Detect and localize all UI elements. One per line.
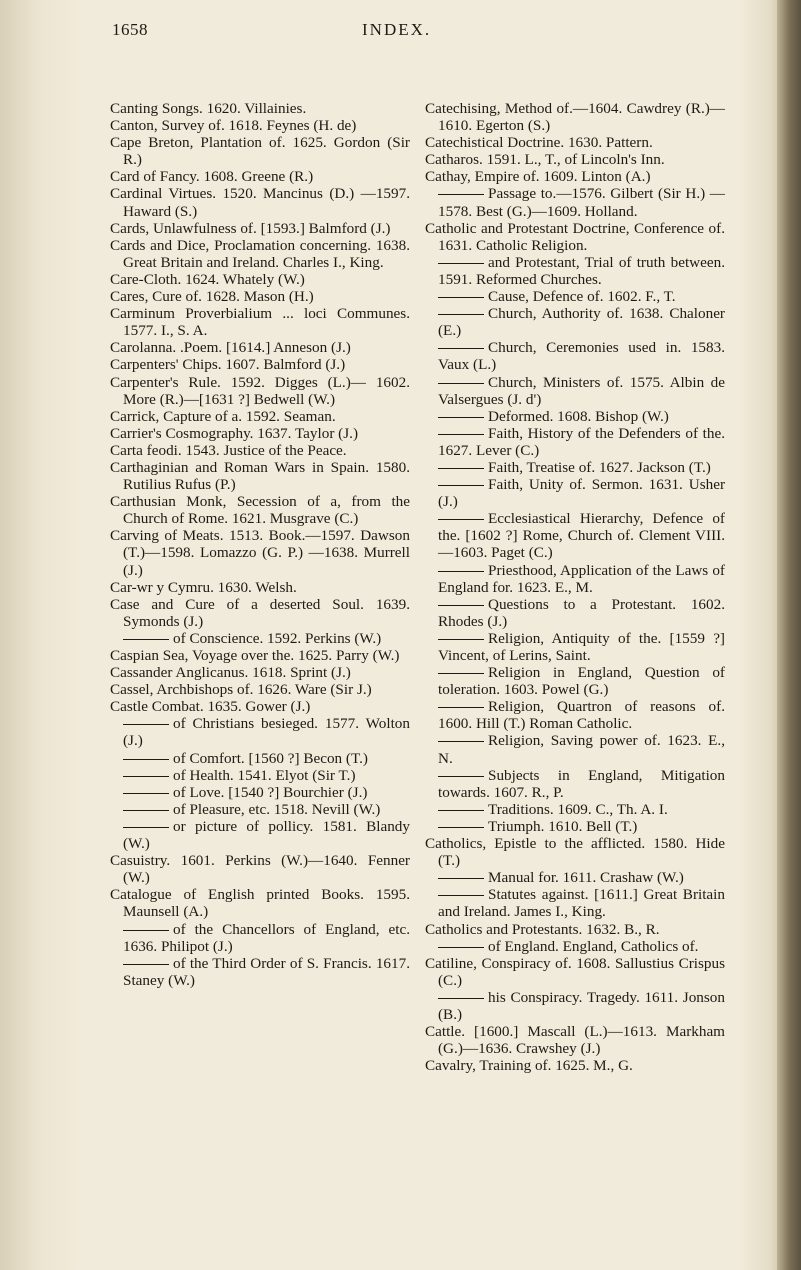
page-number: 1658	[112, 20, 148, 39]
page-header	[0, 10, 801, 40]
ditto-dash	[438, 878, 484, 879]
entry-text: Catalogue of English printed Books. 1595. Maunsell (A.)	[110, 886, 410, 921]
entry-text: of Love. [1540 ?] Bourchier (J.)	[173, 783, 368, 801]
ditto-dash	[123, 639, 169, 640]
entry-text: or picture of pollicy. 1581. Blandy (W.)	[123, 817, 410, 853]
ditto-dash	[438, 639, 484, 640]
index-entry	[110, 305, 410, 339]
entry-text: Caspian Sea, Voyage over the. 1625. Parry (W.)	[110, 647, 400, 664]
index-subentry	[425, 408, 725, 425]
index-subentry	[425, 664, 725, 698]
ditto-dash	[438, 348, 484, 349]
entry-text: Traditions. 1609. C., Th. A. I.	[488, 800, 668, 818]
entry-text: Manual for. 1611. Crashaw (W.)	[488, 869, 684, 887]
entry-text: Case and Cure of a deserted Soul. 1639. Symonds (J.)	[110, 595, 410, 630]
ditto-dash	[438, 776, 484, 777]
entry-text: Carrier's Cosmography. 1637. Taylor (J.)	[110, 424, 359, 442]
ditto-dash	[123, 810, 169, 811]
index-subentry	[425, 818, 725, 835]
index-subentry	[425, 288, 725, 305]
index-entry	[110, 185, 410, 219]
index-subentry	[425, 510, 725, 561]
entry-text: of the Third Order of S. Francis. 1617. Staney (W.)	[123, 954, 410, 989]
ditto-dash	[438, 417, 484, 418]
entry-text: Cattle. [1600.] Mascall (L.)—1613. Markham (G.)—1636. Crawshey (J.)	[425, 1023, 725, 1058]
index-subentry	[425, 459, 725, 476]
index-entry	[425, 168, 725, 185]
index-entry	[110, 220, 410, 237]
index-subentry	[425, 339, 725, 373]
entry-text: Carthaginian and Roman Wars in Spain. 1580. Rutilius Rufus (P.)	[110, 458, 410, 494]
entry-text: his Conspiracy. Tragedy. 1611. Jonson (B.)	[438, 988, 725, 1023]
index-entry	[110, 698, 410, 715]
entry-text: Car-wr y Cymru. 1630. Welsh.	[110, 578, 297, 596]
index-subentry	[425, 596, 725, 630]
index-entry	[110, 356, 410, 373]
ditto-dash	[438, 263, 484, 264]
index-entry	[110, 852, 410, 886]
ditto-dash	[438, 297, 484, 298]
ditto-dash	[438, 571, 484, 572]
index-entry	[425, 955, 725, 989]
entry-text: Catholics and Protestants. 1632. B., R.	[425, 920, 660, 938]
index-entry	[110, 408, 410, 425]
index-subentry	[425, 938, 725, 955]
index-entry	[425, 100, 725, 134]
index-column-left	[110, 100, 410, 989]
entry-text: of Conscience. 1592. Perkins (W.)	[173, 629, 382, 647]
entry-text: and Protestant, Trial of truth between. 1591. Reformed Churches.	[438, 253, 725, 288]
ditto-dash	[123, 964, 169, 965]
ditto-dash	[123, 759, 169, 760]
entry-text: Carpenters' Chips. 1607. Balmford (J.)	[110, 356, 346, 374]
index-subentry	[110, 715, 410, 749]
index-subentry	[425, 305, 725, 339]
index-subentry	[425, 476, 725, 510]
entry-text: Priesthood, Application of the Laws of England for. 1623. E., M.	[438, 561, 725, 596]
index-entry	[110, 339, 410, 356]
entry-text: Deformed. 1608. Bishop (W.)	[488, 407, 669, 425]
ditto-dash	[438, 810, 484, 811]
index-subentry	[110, 630, 410, 647]
entry-text: Faith, Unity of. Sermon. 1631. Usher (J.)	[438, 476, 725, 511]
ditto-dash	[123, 776, 169, 777]
entry-text: Catholic and Protestant Doctrine, Conference of. 1631. Catholic Religion.	[425, 219, 725, 254]
entry-text: Subjects in England, Mitigation towards. 1607. R., P.	[438, 766, 725, 801]
entry-text: Carpenter's Rule. 1592. Digges (L.)— 1602. More (R.)—[1631 ?] Bedwell (W.)	[110, 373, 410, 408]
entry-text: Carrick, Capture of a. 1592. Seaman.	[110, 407, 336, 425]
index-entry	[110, 374, 410, 408]
ditto-dash	[438, 468, 484, 469]
entry-text: Ecclesiastical Hierarchy, Defence of the. [1602 ?] Rome, Church of. Clement VIII.—1603. Paget (C.)	[438, 510, 725, 562]
entry-text: Carminum Proverbialium ... loci Communes. 1577. I., S. A.	[110, 305, 410, 340]
ditto-dash	[438, 314, 484, 315]
ditto-dash	[438, 434, 484, 435]
entry-text: Religion, Antiquity of the. [1559 ?] Vincent, of Lerins, Saint.	[438, 629, 725, 664]
entry-text: of Health. 1541. Elyot (Sir T.)	[173, 766, 356, 784]
entry-text: of Christians besieged. 1577. Wolton (J.)	[123, 715, 410, 750]
index-entry	[110, 596, 410, 630]
entry-text: Cards and Dice, Proclamation concerning. 1638. Great Britain and Ireland. Charles I., King.	[110, 236, 410, 271]
index-subentry	[110, 767, 410, 784]
ditto-dash	[123, 930, 169, 931]
index-subentry	[425, 630, 725, 664]
entry-text: Church, Ceremonies used in. 1583. Vaux (L.)	[438, 339, 725, 374]
entry-text: Cares, Cure of. 1628. Mason (H.)	[110, 288, 314, 306]
index-subentry	[110, 750, 410, 767]
index-subentry	[425, 374, 725, 408]
index-subentry	[425, 767, 725, 801]
index-column-right	[425, 100, 725, 1074]
index-entry	[110, 664, 410, 681]
entry-text: Church, Authority of. 1638. Chaloner (E.)	[438, 305, 725, 340]
entry-text: of Pleasure, etc. 1518. Nevill (W.)	[173, 800, 381, 818]
entry-text: Catechistical Doctrine. 1630. Pattern.	[425, 134, 653, 152]
index-entry	[425, 1023, 725, 1057]
index-entry	[110, 527, 410, 578]
index-subentry	[425, 801, 725, 818]
entry-text: Canton, Survey of. 1618. Feynes (H. de)	[110, 117, 357, 135]
entry-text: Faith, History of the Defenders of the. 1627. Lever (C.)	[438, 424, 725, 459]
entry-text: Carving of Meats. 1513. Book.—1597. Dawson (T.)—1598. Lomazzo (G. P.) —1638. Murrell (J.)	[110, 527, 410, 579]
index-subentry	[110, 784, 410, 801]
index-entry	[425, 835, 725, 869]
entry-text: Catharos. 1591. L., T., of Lincoln's Inn.	[425, 151, 665, 169]
entry-text: Statutes against. [1611.] Great Britain and Ireland. James I., King.	[438, 886, 725, 921]
entry-text: Church, Ministers of. 1575. Albin de Valsergues (J. d')	[438, 373, 725, 408]
index-subentry	[110, 955, 410, 989]
index-entry	[110, 168, 410, 185]
entry-text: Faith, Treatise of. 1627. Jackson (T.)	[488, 458, 711, 476]
index-subentry	[425, 732, 725, 766]
entry-text: Care-Cloth. 1624. Whately (W.)	[110, 270, 305, 288]
page-spine-shadow	[777, 0, 801, 1270]
index-subentry	[425, 562, 725, 596]
index-entry	[110, 117, 410, 134]
index-entry	[425, 220, 725, 254]
ditto-dash	[123, 793, 169, 794]
entry-text: Carthusian Monk, Secession of a, from the Church of Rome. 1621. Musgrave (C.)	[110, 493, 410, 528]
entry-text: Cassel, Archbishops of. 1626. Ware (Sir J.)	[110, 681, 372, 699]
index-entry	[110, 647, 410, 664]
index-entry	[110, 100, 410, 117]
entry-text: Carta feodi. 1543. Justice of the Peace.	[110, 441, 347, 459]
index-subentry	[425, 698, 725, 732]
ditto-dash	[438, 895, 484, 896]
entry-text: Religion, Quartron of reasons of. 1600. Hill (T.) Roman Catholic.	[438, 698, 725, 733]
index-entry	[425, 1057, 725, 1074]
index-subentry	[110, 818, 410, 852]
entry-text: of the Chancellors of England, etc. 1636. Philipot (J.)	[123, 920, 410, 955]
index-entry	[110, 271, 410, 288]
entry-text: Religion in England, Question of toleration. 1603. Powel (G.)	[438, 664, 725, 699]
running-title: INDEX.	[362, 20, 432, 39]
index-entry	[110, 681, 410, 698]
ditto-dash	[438, 827, 484, 828]
index-entry	[110, 493, 410, 527]
ditto-dash	[438, 519, 484, 520]
entry-text: Passage to.—1576. Gilbert (Sir H.) —1578. Best (G.)—1609. Holland.	[438, 185, 725, 220]
ditto-dash	[438, 605, 484, 606]
entry-text: Triumph. 1610. Bell (T.)	[488, 817, 638, 835]
index-subentry	[425, 989, 725, 1023]
entry-text: Cassander Anglicanus. 1618. Sprint (J.)	[110, 664, 351, 682]
ditto-dash	[438, 485, 484, 486]
entry-text: Cause, Defence of. 1602. F., T.	[488, 288, 676, 306]
entry-text: of Comfort. [1560 ?] Becon (T.)	[173, 749, 368, 767]
ditto-dash	[438, 998, 484, 999]
index-subentry	[425, 869, 725, 886]
index-subentry	[425, 425, 725, 459]
entry-text: Questions to a Protestant. 1602. Rhodes (J.)	[438, 595, 725, 630]
entry-text: Catechising, Method of.—1604. Cawdrey (R.)—1610. Egerton (S.)	[425, 100, 725, 135]
entry-text: Cards, Unlawfulness of. [1593.] Balmford (J.)	[110, 219, 391, 237]
ditto-dash	[438, 741, 484, 742]
index-subentry	[110, 801, 410, 818]
index-entry	[110, 237, 410, 271]
entry-text: Cavalry, Training of. 1625. M., G.	[425, 1057, 633, 1075]
index-entry	[110, 579, 410, 596]
ditto-dash	[438, 673, 484, 674]
entry-text: Casuistry. 1601. Perkins (W.)—1640. Fenner (W.)	[110, 852, 410, 887]
ditto-dash	[123, 827, 169, 828]
entry-text: of England. England, Catholics of.	[488, 937, 699, 955]
index-entry	[110, 459, 410, 493]
entry-text: Castle Combat. 1635. Gower (J.)	[110, 698, 311, 716]
entry-text: Carolanna. .Poem. [1614.] Anneson (J.)	[110, 339, 351, 357]
index-entry	[110, 288, 410, 305]
index-subentry	[425, 185, 725, 219]
index-entry	[110, 425, 410, 442]
ditto-dash	[123, 724, 169, 725]
ditto-dash	[438, 383, 484, 384]
ditto-dash	[438, 194, 484, 195]
entry-text: Catiline, Conspiracy of. 1608. Sallustius Crispus (C.)	[425, 954, 725, 989]
index-entry	[110, 886, 410, 920]
index-entry	[425, 921, 725, 938]
index-subentry	[425, 254, 725, 288]
entry-text: Canting Songs. 1620. Villainies.	[110, 100, 307, 117]
index-subentry	[110, 921, 410, 955]
entry-text: Religion, Saving power of. 1623. E., N.	[438, 732, 725, 767]
index-entry	[110, 134, 410, 168]
ditto-dash	[438, 947, 484, 948]
entry-text: Cathay, Empire of. 1609. Linton (A.)	[425, 168, 651, 186]
index-subentry	[425, 886, 725, 920]
entry-text: Cardinal Virtues. 1520. Mancinus (D.) —1597. Haward (S.)	[110, 185, 410, 220]
index-entry	[110, 442, 410, 459]
index-entry	[425, 134, 725, 151]
ditto-dash	[438, 707, 484, 708]
entry-text: Catholics, Epistle to the afflicted. 1580. Hide (T.)	[425, 835, 725, 870]
entry-text: Cape Breton, Plantation of. 1625. Gordon (Sir R.)	[110, 134, 410, 169]
entry-text: Card of Fancy. 1608. Greene (R.)	[110, 168, 314, 186]
index-entry	[425, 151, 725, 168]
